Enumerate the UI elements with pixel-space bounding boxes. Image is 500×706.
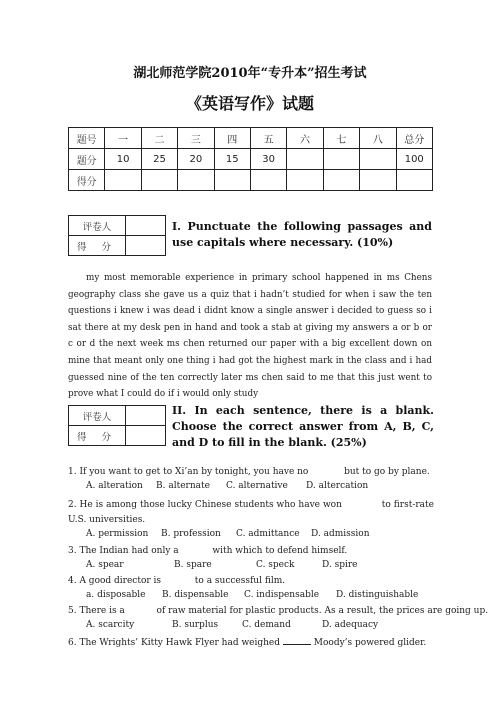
points-cell: 题分 (69, 149, 105, 170)
points-cell: 25 (141, 149, 177, 170)
grader-box-section-2 (68, 405, 166, 446)
points-cell: 30 (250, 149, 286, 170)
option: A. alteration (86, 481, 143, 491)
option: A. permission (86, 529, 149, 539)
header-cell: 三 (178, 128, 214, 149)
option: A. scarcity (86, 620, 135, 630)
points-cell (287, 149, 323, 170)
score-cell (105, 170, 141, 191)
question-5-options (86, 620, 378, 630)
question-stem: 4. A good director is (68, 576, 162, 586)
grader-score-cell (126, 426, 166, 446)
grader-sign-cell (126, 216, 166, 236)
question-2 (68, 498, 434, 528)
question-stem: 6. The Wrights’ Kitty Hawk Flyer had weighed (68, 638, 281, 648)
question-stem: 2. He is among those lucky Chinese students who have won (68, 500, 342, 510)
score-cell: 得分 (69, 170, 105, 191)
exam-subject-title: 《英语写作》试题 (185, 94, 314, 113)
score-cell (323, 170, 359, 191)
option: A. spear (86, 560, 124, 570)
points-cell: 100 (396, 149, 432, 170)
option: C. admittance (236, 529, 300, 539)
question-6 (68, 635, 434, 649)
question-stem: but to go by plane. (344, 467, 430, 477)
header-cell: 七 (323, 128, 359, 149)
grader-score-cell (126, 236, 166, 256)
score-cell (214, 170, 250, 191)
score-label: 得 分 (69, 236, 126, 256)
score-cell (396, 170, 432, 191)
grader-sign-cell (126, 406, 166, 426)
option: C. indispensable (244, 590, 320, 600)
section-1-passage: my most memorable experience in primary school happened in ms Chens geography class she gave us a quiz that i hadn’t studied for when i saw the ten questions i knew i was dead i didnt know a single answer i decided to guess so i sat there at my desk pen in hand and took a stab at giving my answers a or b or c or d the next week ms chen returned our paper with a big excellent down on mine that meant only one thing i had got the highest mark in the class and i had guessed nine of the ten correctly later ms chen said to me that this just went to prove what I could do if i would only study (68, 273, 432, 400)
question-stem: Moody’s powered glider. (313, 638, 427, 648)
question-stem: to first-rate U.S. universities. (68, 500, 434, 525)
option: B. surplus (172, 620, 219, 630)
score-cell (178, 170, 214, 191)
grader-label: 评卷人 (69, 406, 126, 426)
points-cell (360, 149, 396, 170)
header-cell: 八 (360, 128, 396, 149)
question-1-options (86, 481, 368, 491)
option: a. disposable (86, 590, 146, 600)
option: B. dispensable (162, 590, 229, 600)
option: C. demand (242, 620, 291, 630)
score-cell (250, 170, 286, 191)
exam-header-title: 湖北师范学院2010年“专升本”招生考试 (133, 66, 367, 81)
header-cell: 总分 (396, 128, 432, 149)
header-cell: 二 (141, 128, 177, 149)
score-cell (360, 170, 396, 191)
header-cell: 六 (287, 128, 323, 149)
score-cell (141, 170, 177, 191)
points-cell: 20 (178, 149, 214, 170)
points-cell: 10 (105, 149, 141, 170)
points-cell: 15 (214, 149, 250, 170)
question-stem: 1. If you want to get to Xi’an by tonight, you have no (68, 467, 309, 477)
option: B. alternate (156, 481, 210, 491)
question-stem: 3. The Indian had only a (68, 546, 179, 556)
question-1 (68, 466, 434, 478)
question-2-options (86, 529, 370, 539)
grader-box-section-1 (68, 215, 166, 256)
option: D. spire (322, 560, 358, 570)
score-cell (287, 170, 323, 191)
question-stem: 5. There is a (68, 606, 125, 616)
answer-blank[interactable] (283, 635, 311, 645)
option: D. altercation (306, 481, 369, 491)
option: D. distinguishable (336, 590, 419, 600)
header-cell: 四 (214, 128, 250, 149)
grader-label: 评卷人 (69, 216, 126, 236)
question-4-options (86, 590, 418, 600)
question-5 (68, 605, 489, 617)
score-table-score-row (69, 170, 433, 191)
option: D. adequacy (322, 620, 379, 630)
option: D. admission (311, 529, 370, 539)
header-cell: 五 (250, 128, 286, 149)
section-2-title: II. In each sentence, there is a blank. Choose the correct answer from A, B, C, and D to fill in the blank. (25%) (172, 404, 434, 449)
question-4 (68, 575, 434, 587)
points-cell (323, 149, 359, 170)
header-cell: 题号 (69, 128, 105, 149)
option: C. alternative (226, 481, 288, 491)
option: B. profession (161, 529, 221, 539)
question-stem: with which to defend himself. (212, 546, 348, 556)
option: C. speck (256, 560, 295, 570)
score-table-header-row (69, 128, 433, 149)
question-stem: to a successful film. (194, 576, 286, 586)
score-table (68, 127, 433, 191)
header-cell: 一 (105, 128, 141, 149)
question-3-options (86, 560, 358, 570)
score-label: 得 分 (69, 426, 126, 446)
score-table-points-row (69, 149, 433, 170)
option: B. spare (174, 560, 212, 570)
section-1-title: I. Punctuate the following passages and use capitals where necessary. (10%) (172, 220, 432, 249)
question-stem: of raw material for plastic products. As a result, the prices are going up. (156, 606, 489, 616)
question-3 (68, 545, 434, 557)
